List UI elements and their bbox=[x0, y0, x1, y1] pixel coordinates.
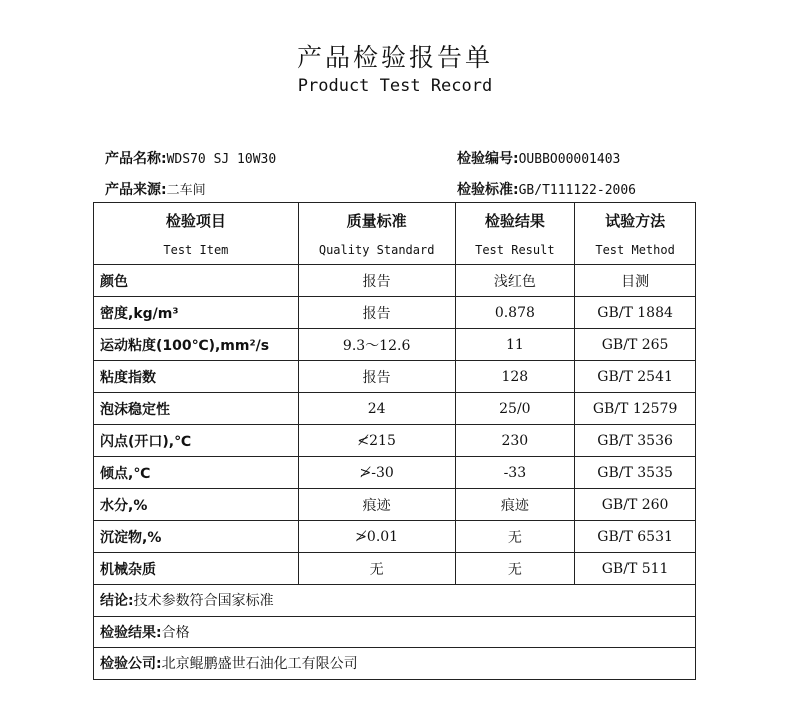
row-item: 水分,% bbox=[94, 489, 299, 521]
product-source-label: 产品来源: bbox=[105, 182, 167, 198]
table-row bbox=[94, 297, 696, 329]
table-row bbox=[94, 457, 696, 489]
row-standard: ≯0.01 bbox=[298, 521, 455, 553]
row-item: 颜色 bbox=[94, 265, 299, 297]
row-item: 密度,kg/m³ bbox=[94, 297, 299, 329]
row-standard: 报告 bbox=[298, 361, 455, 393]
table-row bbox=[94, 393, 696, 425]
row-standard: ≯-30 bbox=[298, 457, 455, 489]
row-method: GB/T 260 bbox=[575, 489, 696, 521]
row-standard: 24 bbox=[298, 393, 455, 425]
row-result: 11 bbox=[455, 329, 575, 361]
product-name-field bbox=[105, 148, 276, 168]
row-standard: 痕迹 bbox=[298, 489, 455, 521]
table-row bbox=[94, 329, 696, 361]
row-method: GB/T 3536 bbox=[575, 425, 696, 457]
row-method: 目测 bbox=[575, 265, 696, 297]
test-number-field bbox=[457, 148, 620, 168]
result-label: 检验结果: bbox=[100, 624, 162, 641]
row-result: 0.878 bbox=[455, 297, 575, 329]
header-test-result: 检验结果 Test Result bbox=[455, 203, 575, 265]
company-value: 北京鲲鹏盛世石油化工有限公司 bbox=[161, 656, 358, 673]
test-number-value: OUBBO00001403 bbox=[518, 152, 621, 167]
conclusion-value: 技术参数符合国家标准 bbox=[133, 593, 274, 610]
test-standard-field bbox=[457, 179, 636, 199]
product-name-value: WDS70 SJ 10W30 bbox=[166, 152, 277, 167]
company-label: 检验公司: bbox=[100, 656, 162, 673]
row-standard: 报告 bbox=[298, 265, 455, 297]
document-title: 产品检验报告单 bbox=[296, 43, 493, 72]
row-item: 倾点,℃ bbox=[94, 457, 299, 489]
row-item: 闪点(开口),℃ bbox=[94, 425, 299, 457]
row-standard: ≮215 bbox=[298, 425, 455, 457]
row-item: 机械杂质 bbox=[94, 553, 299, 585]
company-row bbox=[94, 648, 696, 680]
table-row bbox=[94, 489, 696, 521]
test-standard-label: 检验标准: bbox=[457, 182, 519, 198]
product-source-field bbox=[105, 179, 206, 199]
row-method: GB/T 12579 bbox=[575, 393, 696, 425]
table-row bbox=[94, 425, 696, 457]
row-method: GB/T 6531 bbox=[575, 521, 696, 553]
test-standard-value: GB/T111122-2006 bbox=[518, 183, 637, 198]
row-method: GB/T 3535 bbox=[575, 457, 696, 489]
row-standard: 报告 bbox=[298, 297, 455, 329]
result-value: 合格 bbox=[161, 624, 190, 641]
row-result: 128 bbox=[455, 361, 575, 393]
row-method: GB/T 511 bbox=[575, 553, 696, 585]
conclusion-row bbox=[94, 585, 696, 617]
row-item: 泡沫稳定性 bbox=[94, 393, 299, 425]
table-row bbox=[94, 553, 696, 585]
result-row bbox=[94, 616, 696, 648]
row-method: GB/T 265 bbox=[575, 329, 696, 361]
row-standard: 9.3～12.6 bbox=[298, 329, 455, 361]
row-result: 25/0 bbox=[455, 393, 575, 425]
row-result: 230 bbox=[455, 425, 575, 457]
product-source-value: 二车间 bbox=[166, 183, 206, 198]
row-standard: 无 bbox=[298, 553, 455, 585]
row-method: GB/T 2541 bbox=[575, 361, 696, 393]
test-results-table bbox=[93, 202, 696, 680]
header-quality-standard: 质量标准 Quality Standard bbox=[298, 203, 455, 265]
row-result: 痕迹 bbox=[455, 489, 575, 521]
row-item: 粘度指数 bbox=[94, 361, 299, 393]
header-test-method: 试验方法 Test Method bbox=[575, 203, 696, 265]
row-result: 无 bbox=[455, 553, 575, 585]
row-item: 沉淀物,% bbox=[94, 521, 299, 553]
row-result: 浅红色 bbox=[455, 265, 575, 297]
product-name-label: 产品名称: bbox=[105, 151, 167, 167]
row-result: -33 bbox=[455, 457, 575, 489]
header-test-item: 检验项目 Test Item bbox=[94, 203, 299, 265]
row-result: 无 bbox=[455, 521, 575, 553]
table-header-row bbox=[94, 203, 696, 265]
table-row bbox=[94, 521, 696, 553]
test-number-label: 检验编号: bbox=[457, 151, 519, 167]
conclusion-label: 结论: bbox=[100, 593, 134, 610]
table-row bbox=[94, 361, 696, 393]
row-method: GB/T 1884 bbox=[575, 297, 696, 329]
document-subtitle: Product Test Record bbox=[297, 76, 493, 96]
row-item: 运动粘度(100℃),mm²/s bbox=[94, 329, 299, 361]
table-row bbox=[94, 265, 696, 297]
